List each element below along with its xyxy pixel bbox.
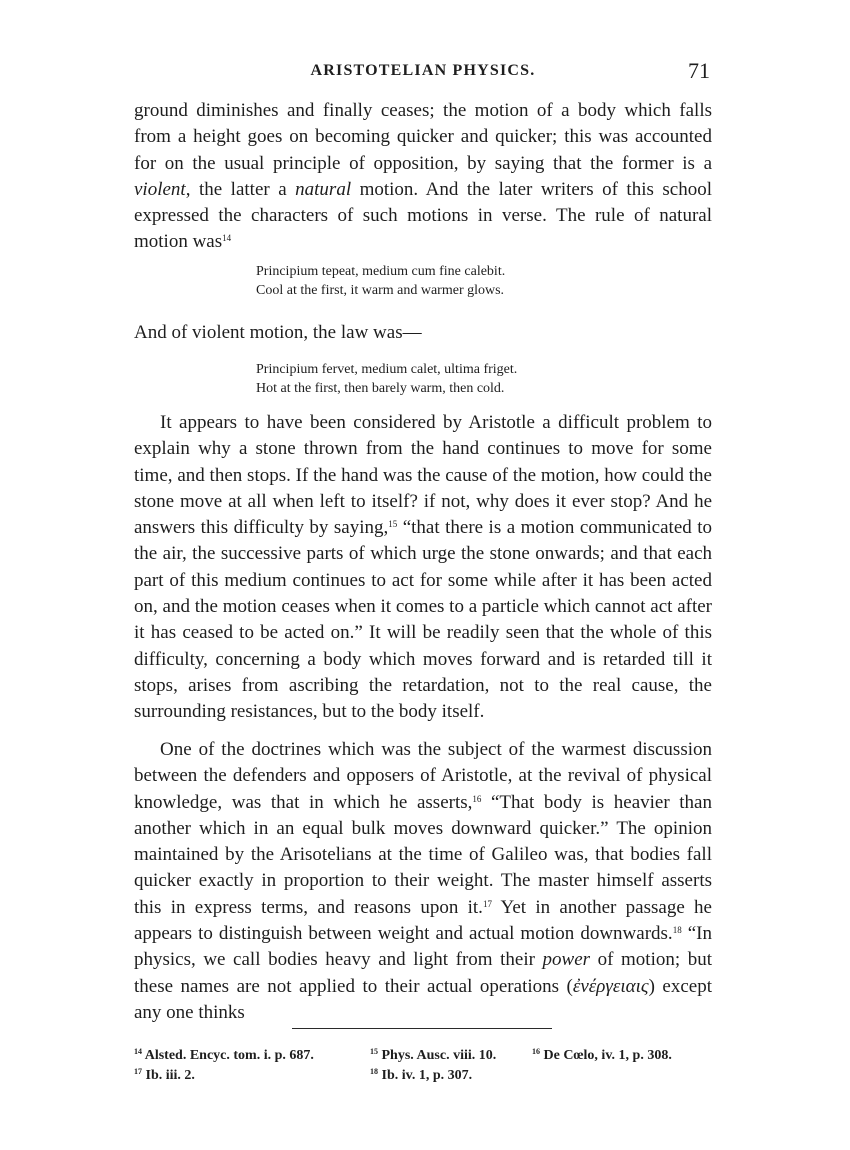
page-number: 71 (688, 58, 710, 83)
footnote-ref-17: 17 (482, 898, 492, 909)
greek-term: ἐνέργειαις (572, 975, 649, 997)
text-run: , the latter a (185, 178, 296, 200)
verse-natural-motion (256, 262, 676, 300)
footnote-ref-18: 18 (672, 925, 682, 936)
verse-line-latin: Principium tepeat, medium cum fine calebit. (256, 264, 506, 279)
paragraph-opening (134, 98, 712, 256)
footnote-number: 18 (370, 1067, 378, 1076)
running-head (134, 58, 712, 88)
verse-line-english: Hot at the first, then barely warm, then cold. (256, 381, 505, 396)
footnote-15 (370, 1046, 496, 1065)
verse-line-english: Cool at the first, it warm and warmer glows. (256, 283, 505, 298)
text-run: “that there is a motion communicated to the air, the successive parts of which urge the stone onwards; and that each part of this medium continues to act for some while after it has been acted on, and the motion ceases when it comes to a particle which cannot act after it has ceased to be acted on.” It will be readily seen that the whole of this difficulty, concerning a body which moves forward and is retarded till it stops, arises from ascribing the retardation, not to the real cause, the surrounding resistances, but to the body itself. (134, 517, 712, 723)
footnote-ref-14: 14 (222, 233, 232, 244)
footnote-text: Ib. iv. 1, p. 307. (381, 1068, 473, 1083)
emphasis-violent: violent (134, 178, 186, 200)
footnote-number: 16 (532, 1047, 540, 1056)
footnote-14 (134, 1046, 314, 1065)
text-run: Yet in another passage he appears to distinguish between weight and actual motion downwards. (134, 896, 712, 945)
text-run: ground diminishes and finally ceases; the motion of a body which falls from a height goes on becoming quicker and quicker; this was accounted for on the usual principle of opposition, by saying that the former is a (134, 100, 712, 174)
footnote-number: 15 (370, 1047, 378, 1056)
violent-intro-text: And of violent motion, the law was— (134, 322, 422, 343)
text-run: of motion; but these names are not applied to their actual operations ( (134, 949, 712, 997)
text-run: It appears to have been considered by Aristotle a difficult problem to explain why a stone thrown from the hand continues to move for some time, and then stops. If the hand was the cause of the motion, how could the stone move at all when left to itself? if not, why does it ever stop? And he answers this difficulty by saying, (134, 412, 712, 539)
text-run: “In physics, we call bodies heavy and light from their (134, 923, 713, 971)
footnote-ref-15: 15 (388, 519, 398, 530)
emphasis-natural: natural (295, 178, 352, 200)
footnote-16 (532, 1046, 672, 1065)
paragraph-stone-problem (134, 410, 712, 726)
footnote-text: Alsted. Encyc. tom. i. p. 687. (144, 1048, 314, 1063)
footnote-17 (134, 1066, 195, 1085)
paragraph-falling-bodies (134, 737, 712, 1026)
footnote-18 (370, 1066, 472, 1085)
footnote-ref-16: 16 (472, 793, 482, 804)
running-title: ARISTOTELIAN PHYSICS. (310, 62, 536, 79)
verse-line-latin: Principium fervet, medium calet, ultima friget. (256, 362, 518, 377)
text-run: “That body is heavier than another which in an equal bulk moves downward quicker.” The opinion maintained by the Arisotelians at the time of Galileo was, that bodies fall quicker exactly in proportion to their weight. The master himself asserts this in express terms, and reasons upon it. (134, 791, 712, 918)
footnote-number: 14 (134, 1047, 142, 1056)
footnote-text: Ib. iii. 2. (145, 1068, 195, 1083)
footnote-text: De Cœlo, iv. 1, p. 308. (543, 1048, 672, 1063)
violent-intro (134, 320, 712, 346)
text-run: One of the doctrines which was the subject of the warmest discussion between the defenders and opposers of Aristotle, at the revival of physical knowledge, was that in which he asserts, (134, 739, 712, 813)
footnote-number: 17 (134, 1067, 142, 1076)
text-run: ) except any one thinks (134, 975, 712, 1023)
footnote-text: Phys. Ausc. viii. 10. (381, 1048, 497, 1063)
emphasis-power: power (542, 949, 591, 971)
verse-violent-motion (256, 360, 676, 398)
text-run: motion. And the later writers of this school expressed the characters of such motions in verse. The rule of natural motion was (134, 178, 712, 253)
footnote-divider (292, 1028, 552, 1029)
